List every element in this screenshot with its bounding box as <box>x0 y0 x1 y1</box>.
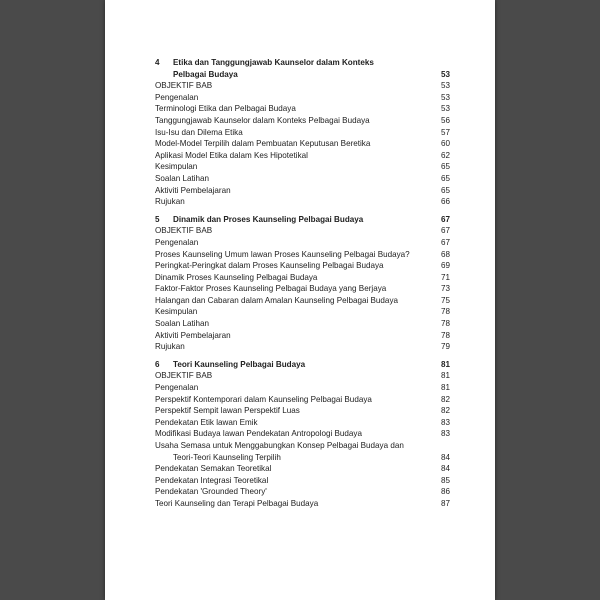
toc-entry <box>155 295 450 307</box>
toc-entry-page: 78 <box>440 307 450 317</box>
toc-entry-label: Pendekatan Etik lawan Emik <box>155 417 258 427</box>
toc-entry-page: 82 <box>440 406 450 416</box>
toc-entry-label: Pengenalan <box>155 383 199 393</box>
toc-entry <box>155 237 450 249</box>
chapter-6 <box>155 359 450 510</box>
document-page <box>105 0 495 600</box>
toc-entry-page: 56 <box>440 115 450 125</box>
toc-entry <box>155 260 450 272</box>
toc-entry-page: 57 <box>440 127 450 137</box>
toc-entry-label: Aktiviti Pembelajaran <box>155 185 231 195</box>
chapter-entries <box>155 225 450 353</box>
chapter-entries <box>155 80 450 208</box>
toc-entry <box>155 475 450 487</box>
chapter-number: 4 <box>155 58 160 67</box>
toc-entry <box>155 440 450 452</box>
toc-entry-page: 73 <box>440 284 450 294</box>
chapter-title: Teori Kaunseling Pelbagai Budaya <box>173 359 306 369</box>
chapter-page-number: 53 <box>440 69 450 79</box>
toc-entry-page: 71 <box>440 272 450 282</box>
toc-entry <box>155 150 450 162</box>
toc-entry-page: 53 <box>440 104 450 114</box>
toc-entry-page: 68 <box>440 249 450 259</box>
toc-entry-label: Isu-Isu dan Dilema Etika <box>155 127 243 137</box>
chapter-4 <box>155 57 450 208</box>
toc-entry <box>155 249 450 261</box>
toc-entry <box>155 486 450 498</box>
toc-entry-page: 78 <box>440 330 450 340</box>
toc-entry <box>155 330 450 342</box>
toc-entry-page: 83 <box>440 417 450 427</box>
toc-entry-page: 79 <box>440 342 450 352</box>
toc-entry-page: 66 <box>440 197 450 207</box>
chapter-number: 5 <box>155 214 160 224</box>
toc-entry-label: Terminologi Etika dan Pelbagai Budaya <box>155 104 296 114</box>
toc-entry-label: Pendekatan 'Grounded Theory' <box>155 487 267 497</box>
toc-entry <box>155 272 450 284</box>
toc-entry-label: Soalan Latihan <box>155 319 210 329</box>
toc-entry-label: Soalan Latihan <box>155 173 210 183</box>
toc-entry-page: 69 <box>440 261 450 271</box>
toc-entry <box>155 394 450 406</box>
chapter-heading <box>155 359 450 371</box>
toc-entry-label: Rujukan <box>155 197 185 207</box>
toc-entry-label: Aktiviti Pembelajaran <box>155 330 231 340</box>
toc-entry-label: Pengenalan <box>155 237 199 247</box>
toc-entry-label: OBJEKTIF BAB <box>155 81 213 91</box>
toc-entry-page: 82 <box>440 394 450 404</box>
toc-entry <box>155 283 450 295</box>
toc-entry-page: 85 <box>440 475 450 485</box>
toc-entry-label: Pendekatan Integrasi Teoretikal <box>155 475 269 485</box>
toc-entry <box>155 306 450 318</box>
chapter-heading <box>155 214 450 226</box>
chapter-heading-continued <box>155 69 450 81</box>
toc-entry-page: 53 <box>440 92 450 102</box>
toc-entry-label: Teori Kaunseling dan Terapi Pelbagai Budaya <box>155 498 319 508</box>
toc-entry-label: Pendekatan Semakan Teoretikal <box>155 464 272 474</box>
chapter-entries <box>155 370 450 509</box>
toc-entry-page: 65 <box>440 173 450 183</box>
toc-entry-page: 62 <box>440 150 450 160</box>
toc-entry-page: 86 <box>440 487 450 497</box>
toc-entry <box>155 498 450 510</box>
toc-entry-label: OBJEKTIF BAB <box>155 226 213 236</box>
toc-entry-page: 53 <box>440 81 450 91</box>
toc-entry <box>155 405 450 417</box>
toc-entry <box>155 382 450 394</box>
chapter-title: Dinamik dan Proses Kaunseling Pelbagai Budaya <box>173 214 364 224</box>
toc-entry-page: 81 <box>440 383 450 393</box>
toc-entry <box>155 196 450 208</box>
toc-entry-label: Peringkat-Peringkat dalam Proses Kaunseling Pelbagai Budaya <box>155 261 384 271</box>
toc-entry <box>155 452 450 464</box>
toc-entry-page: 81 <box>440 371 450 381</box>
toc-entry <box>155 173 450 185</box>
toc-entry-page: 60 <box>440 139 450 149</box>
toc-entry-label: OBJEKTIF BAB <box>155 371 213 381</box>
chapter-number: 6 <box>155 359 160 369</box>
toc-entry <box>155 341 450 353</box>
toc-entry <box>155 185 450 197</box>
toc-entry-page: 75 <box>440 295 450 305</box>
toc-entry-page: 87 <box>440 498 450 508</box>
toc-entry-page: 83 <box>440 429 450 439</box>
toc-entry <box>155 225 450 237</box>
toc-entry-label: Kesimpulan <box>155 162 198 172</box>
table-of-contents <box>155 57 450 516</box>
toc-entry <box>155 428 450 440</box>
chapter-title: Etika dan Tanggungjawab Kaunselor dalam Konteks <box>173 58 374 67</box>
chapter-heading <box>155 57 450 69</box>
toc-entry-page: 65 <box>440 162 450 172</box>
toc-entry-page: 78 <box>440 319 450 329</box>
toc-entry-label: Rujukan <box>155 342 185 352</box>
toc-entry <box>155 115 450 127</box>
toc-entry <box>155 103 450 115</box>
toc-entry <box>155 92 450 104</box>
toc-entry-label: Usaha Semasa untuk Menggabungkan Konsep Pelbagai Budaya dan <box>155 441 404 450</box>
toc-entry-label: Proses Kaunseling Umum lawan Proses Kaunseling Pelbagai Budaya? <box>155 249 410 259</box>
chapter-page-number: 81 <box>440 359 450 369</box>
toc-entry-page: 67 <box>440 237 450 247</box>
toc-entry-label: Teori-Teori Kaunseling Terpilih <box>173 452 281 462</box>
toc-entry-label: Aplikasi Model Etika dalam Kes Hipotetikal <box>155 150 308 160</box>
toc-entry-label: Kesimpulan <box>155 307 198 317</box>
toc-entry <box>155 318 450 330</box>
toc-entry-label: Tanggungjawab Kaunselor dalam Konteks Pelbagai Budaya <box>155 115 370 125</box>
toc-entry <box>155 138 450 150</box>
toc-entry <box>155 80 450 92</box>
toc-entry <box>155 127 450 139</box>
toc-entry <box>155 417 450 429</box>
toc-entry-label: Perspektif Kontemporari dalam Kaunseling Pelbagai Budaya <box>155 394 372 404</box>
toc-entry-page: 67 <box>440 226 450 236</box>
toc-entry-page: 84 <box>440 464 450 474</box>
chapter-title-line2: Pelbagai Budaya <box>173 69 238 79</box>
toc-entry <box>155 463 450 475</box>
toc-entry-page: 84 <box>440 452 450 462</box>
toc-entry <box>155 370 450 382</box>
toc-entry-label: Halangan dan Cabaran dalam Amalan Kaunseling Pelbagai Budaya <box>155 295 398 305</box>
toc-entry-label: Model-Model Terpilih dalam Pembuatan Keputusan Beretika <box>155 139 371 149</box>
toc-entry-label: Dinamik Proses Kaunseling Pelbagai Budaya <box>155 272 318 282</box>
toc-entry-label: Perspektif Sempit lawan Perspektif Luas <box>155 406 300 416</box>
toc-entry-label: Pengenalan <box>155 92 199 102</box>
toc-entry-label: Faktor-Faktor Proses Kaunseling Pelbagai Budaya yang Berjaya <box>155 284 387 294</box>
chapter-5 <box>155 214 450 353</box>
chapter-page-number: 67 <box>440 214 450 224</box>
toc-entry-label: Modifikasi Budaya lawan Pendekatan Antropologi Budaya <box>155 429 362 439</box>
toc-entry-page: 65 <box>440 185 450 195</box>
toc-entry <box>155 161 450 173</box>
